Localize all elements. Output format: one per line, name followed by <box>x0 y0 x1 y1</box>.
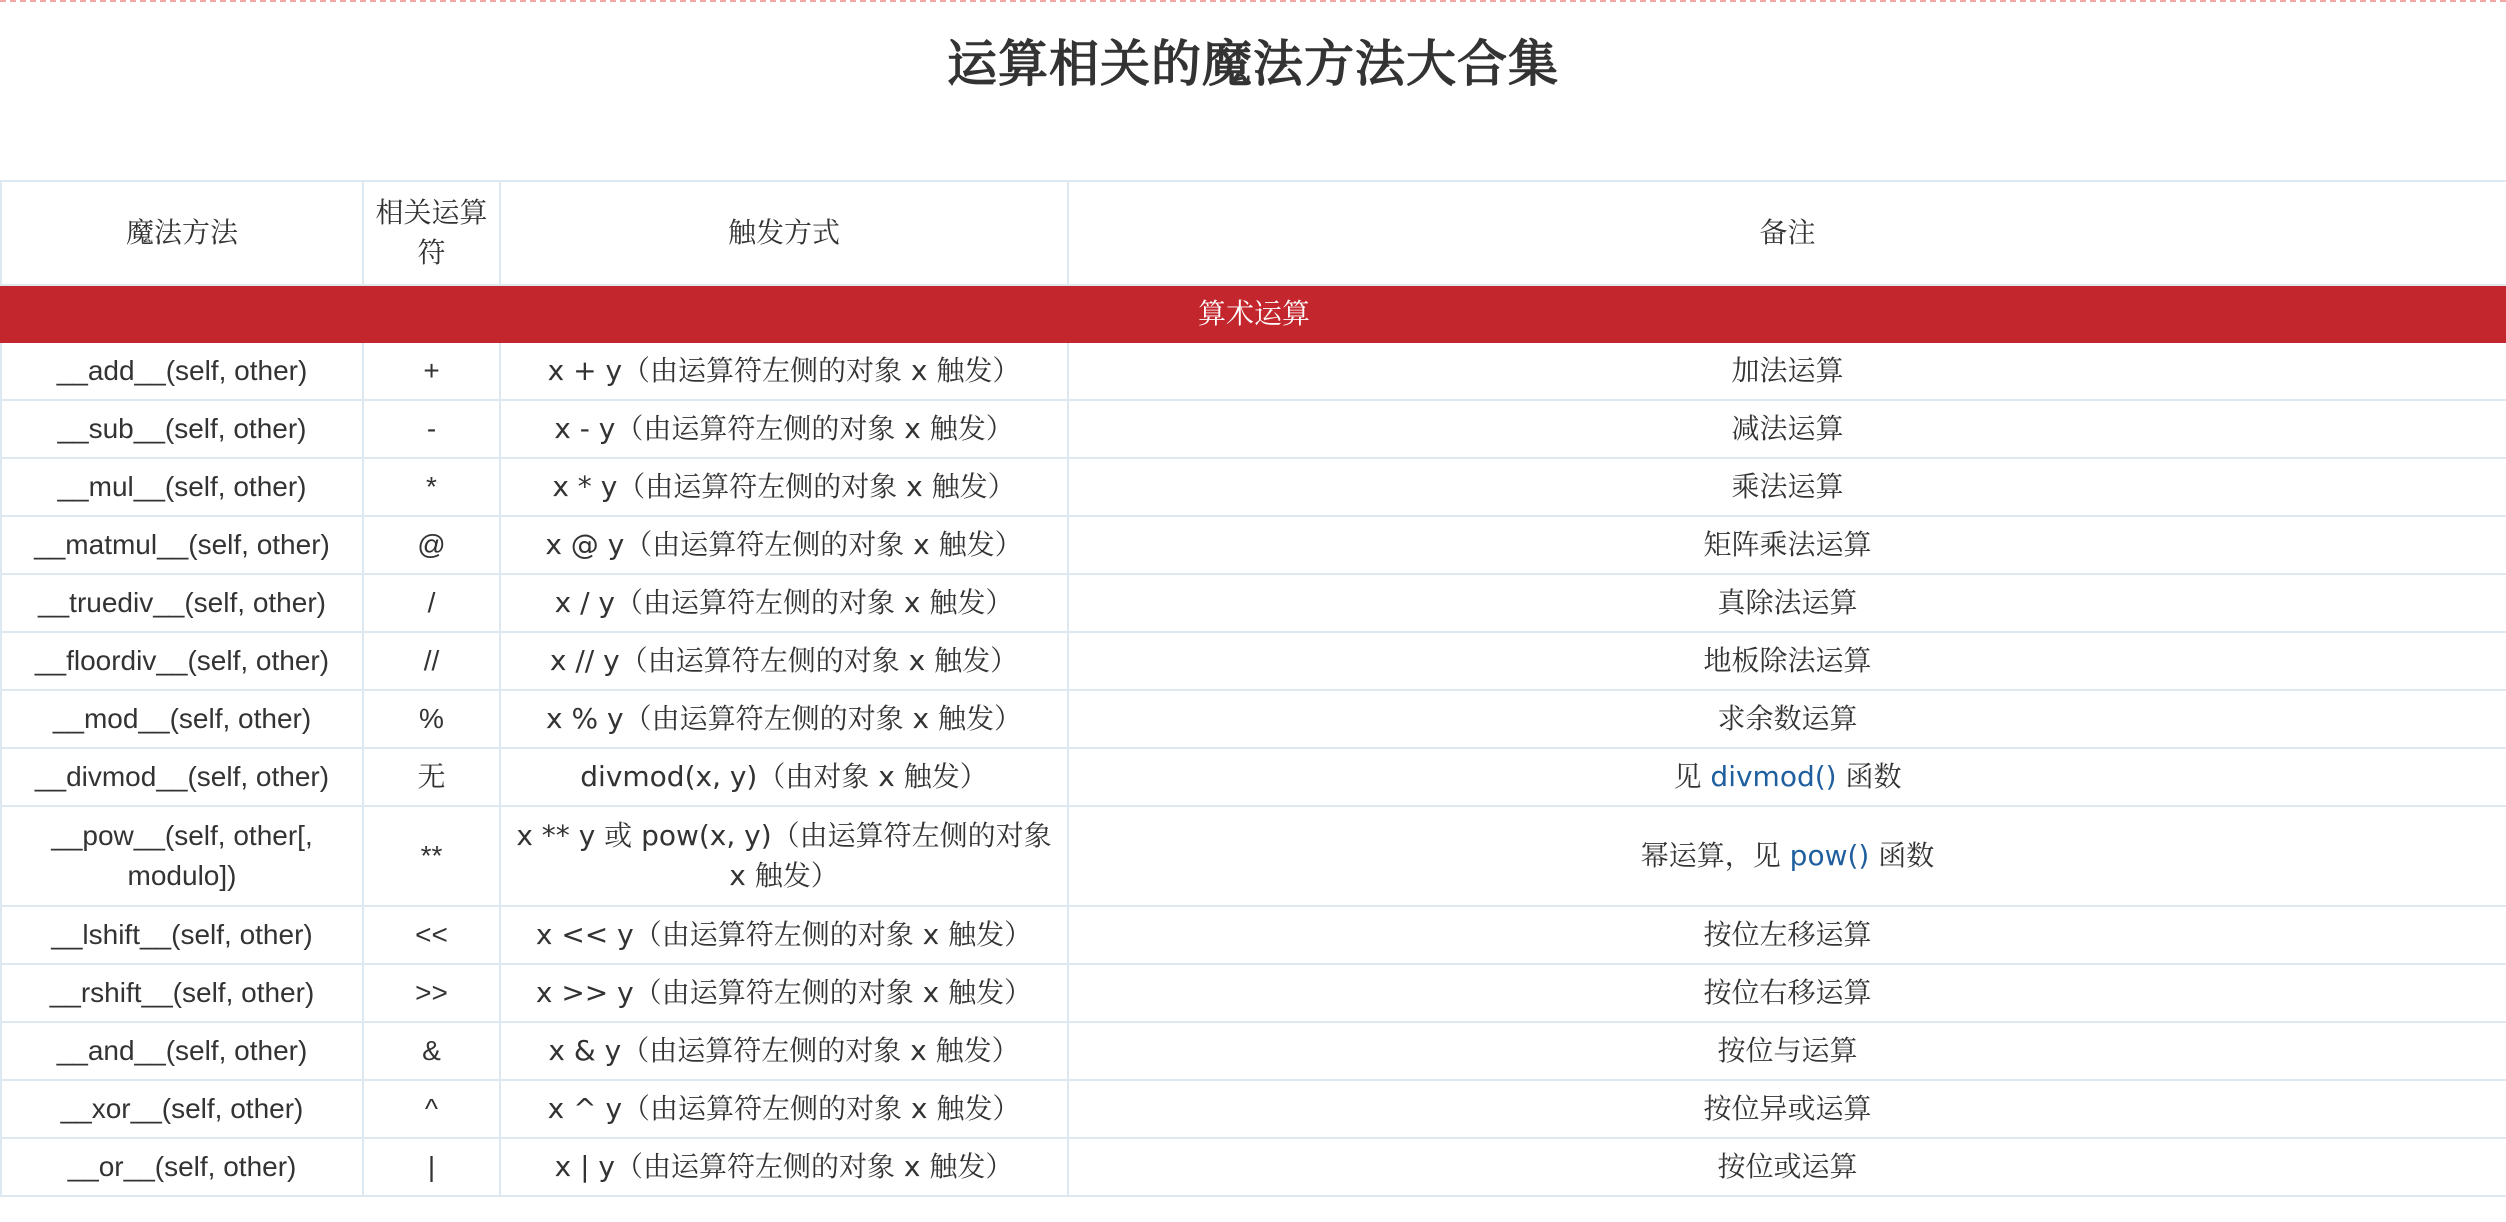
note-text: 按位或运算 <box>1717 1150 1858 1183</box>
section-label: 算术运算 <box>1 285 2506 342</box>
cell-note <box>1068 458 2506 516</box>
note-text: 求余数运算 <box>1717 702 1858 735</box>
table-row <box>1 342 2506 400</box>
table-row <box>1 1022 2506 1080</box>
cell-note <box>1068 806 2506 906</box>
table-row <box>1 748 2506 806</box>
cell-operator: // <box>363 632 500 690</box>
cell-operator: << <box>363 906 500 964</box>
cell-operator: - <box>363 400 500 458</box>
cell-note <box>1068 748 2506 806</box>
note-text: 地板除法运算 <box>1703 644 1872 677</box>
cell-trigger: x @ y（由运算符左侧的对象 x 触发） <box>500 516 1068 574</box>
note-text: 真除法运算 <box>1717 586 1858 619</box>
cell-operator: * <box>363 458 500 516</box>
cell-note <box>1068 632 2506 690</box>
cell-operator: + <box>363 342 500 400</box>
cell-note <box>1068 906 2506 964</box>
cell-method: __rshift__(self, other) <box>1 964 363 1022</box>
cell-trigger: x & y（由运算符左侧的对象 x 触发） <box>500 1022 1068 1080</box>
cell-method: __pow__(self, other[, modulo]) <box>1 806 363 906</box>
note-text: 按位左移运算 <box>1703 918 1872 951</box>
cell-trigger: x >> y（由运算符左侧的对象 x 触发） <box>500 964 1068 1022</box>
header-note: 备注 <box>1068 181 2506 285</box>
header-operator: 相关运算符 <box>363 181 500 285</box>
cell-trigger: x | y（由运算符左侧的对象 x 触发） <box>500 1138 1068 1196</box>
cell-method: __mod__(self, other) <box>1 690 363 748</box>
cell-note <box>1068 964 2506 1022</box>
header-magic-method: 魔法方法 <box>1 181 363 285</box>
cell-trigger: x / y（由运算符左侧的对象 x 触发） <box>500 574 1068 632</box>
cell-method: __mul__(self, other) <box>1 458 363 516</box>
cell-operator: | <box>363 1138 500 1196</box>
table-row <box>1 574 2506 632</box>
note-function-link[interactable]: pow() <box>1789 839 1870 872</box>
note-text: 按位右移运算 <box>1703 976 1872 1009</box>
note-text: 按位异或运算 <box>1703 1092 1872 1125</box>
cell-method: __and__(self, other) <box>1 1022 363 1080</box>
note-text: 矩阵乘法运算 <box>1703 528 1872 561</box>
note-text: 乘法运算 <box>1731 470 1844 503</box>
note-text-suffix: 函数 <box>1836 760 1902 793</box>
note-text: 见 <box>1673 760 1711 793</box>
note-text-suffix: 函数 <box>1869 839 1935 872</box>
cell-operator: ** <box>363 806 500 906</box>
cell-note <box>1068 1022 2506 1080</box>
note-text: 幂运算，见 <box>1640 839 1790 872</box>
cell-operator: / <box>363 574 500 632</box>
cell-trigger: x % y（由运算符左侧的对象 x 触发） <box>500 690 1068 748</box>
cell-note <box>1068 1138 2506 1196</box>
table-row <box>1 632 2506 690</box>
cell-note <box>1068 690 2506 748</box>
cell-operator: 无 <box>363 748 500 806</box>
note-text: 加法运算 <box>1731 354 1844 387</box>
cell-method: __or__(self, other) <box>1 1138 363 1196</box>
cell-trigger: divmod(x, y)（由对象 x 触发） <box>500 748 1068 806</box>
cell-operator: >> <box>363 964 500 1022</box>
cell-operator: @ <box>363 516 500 574</box>
cell-method: __divmod__(self, other) <box>1 748 363 806</box>
table-row <box>1 906 2506 964</box>
cell-trigger: x * y（由运算符左侧的对象 x 触发） <box>500 458 1068 516</box>
cell-operator: % <box>363 690 500 748</box>
cell-trigger: x ^ y（由运算符左侧的对象 x 触发） <box>500 1080 1068 1138</box>
cell-trigger: x ** y 或 pow(x, y)（由运算符左侧的对象 x 触发） <box>500 806 1068 906</box>
cell-trigger: x << y（由运算符左侧的对象 x 触发） <box>500 906 1068 964</box>
table-row <box>1 806 2506 906</box>
table-row <box>1 400 2506 458</box>
table-row <box>1 1080 2506 1138</box>
cell-trigger: x // y（由运算符左侧的对象 x 触发） <box>500 632 1068 690</box>
note-text: 减法运算 <box>1731 412 1844 445</box>
magic-methods-table <box>0 180 2506 1197</box>
page-title: 运算相关的魔法方法大合集 <box>947 34 1559 93</box>
cell-note <box>1068 342 2506 400</box>
table-row <box>1 690 2506 748</box>
cell-operator: & <box>363 1022 500 1080</box>
cell-note <box>1068 1080 2506 1138</box>
cell-trigger: x + y（由运算符左侧的对象 x 触发） <box>500 342 1068 400</box>
cell-operator: ^ <box>363 1080 500 1138</box>
section-row-arithmetic <box>1 285 2506 342</box>
cell-method: __xor__(self, other) <box>1 1080 363 1138</box>
cell-method: __sub__(self, other) <box>1 400 363 458</box>
cell-method: __lshift__(self, other) <box>1 906 363 964</box>
table-row <box>1 1138 2506 1196</box>
header-trigger: 触发方式 <box>500 181 1068 285</box>
table-header-row <box>1 181 2506 285</box>
table-row <box>1 964 2506 1022</box>
cell-note <box>1068 400 2506 458</box>
note-function-link[interactable]: divmod() <box>1710 760 1837 793</box>
cell-trigger: x - y（由运算符左侧的对象 x 触发） <box>500 400 1068 458</box>
note-text: 按位与运算 <box>1717 1034 1858 1067</box>
cell-method: __floordiv__(self, other) <box>1 632 363 690</box>
top-dashed-divider <box>0 0 2506 2</box>
cell-method: __add__(self, other) <box>1 342 363 400</box>
cell-note <box>1068 574 2506 632</box>
cell-note <box>1068 516 2506 574</box>
cell-method: __matmul__(self, other) <box>1 516 363 574</box>
cell-method: __truediv__(self, other) <box>1 574 363 632</box>
table-row <box>1 516 2506 574</box>
table-row <box>1 458 2506 516</box>
